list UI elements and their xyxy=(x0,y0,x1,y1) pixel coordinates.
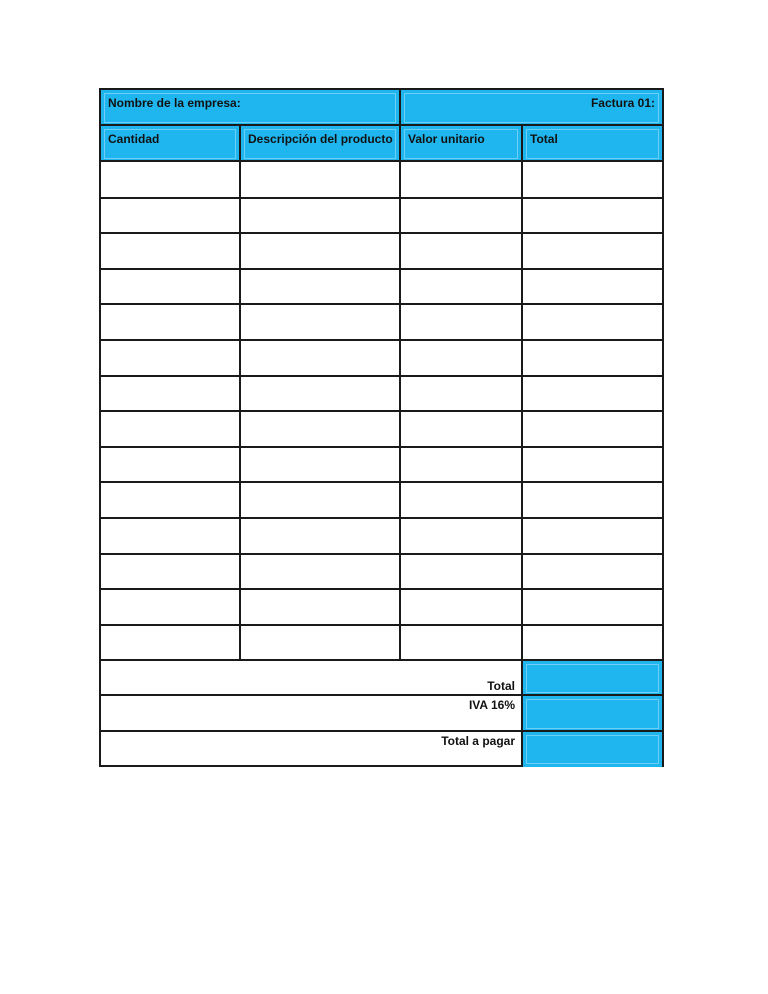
summary-total-value[interactable] xyxy=(523,661,662,696)
col-header-cantidad xyxy=(101,126,239,162)
table-row xyxy=(101,376,662,412)
company-name-label: Nombre de la empresa: xyxy=(108,96,241,110)
table-cell[interactable] xyxy=(523,269,662,305)
table-cell[interactable] xyxy=(401,233,521,269)
table-row xyxy=(101,233,662,269)
table-cell[interactable] xyxy=(101,589,239,625)
table-cell[interactable] xyxy=(241,518,399,554)
grid-vline xyxy=(521,126,523,765)
table-cell[interactable] xyxy=(101,340,239,376)
table-cell[interactable] xyxy=(401,625,521,661)
table-cell[interactable] xyxy=(101,304,239,340)
column-header-row xyxy=(101,126,662,162)
grid-hline xyxy=(101,730,662,732)
table-cell[interactable] xyxy=(101,625,239,661)
table-row xyxy=(101,447,662,483)
table-cell[interactable] xyxy=(523,482,662,518)
table-cell[interactable] xyxy=(241,198,399,234)
invoice-number-label: Factura 01: xyxy=(590,96,655,110)
table-cell[interactable] xyxy=(241,269,399,305)
grid-hline xyxy=(101,659,662,661)
summary-total-pay-label: Total a pagar xyxy=(441,734,515,748)
table-cell[interactable] xyxy=(101,162,239,198)
table-row xyxy=(101,589,662,625)
table-cell[interactable] xyxy=(101,482,239,518)
table-cell[interactable] xyxy=(523,447,662,483)
grid-hline xyxy=(101,197,662,199)
summary-iva-row xyxy=(101,696,662,732)
summary-total-pay-row xyxy=(101,732,662,767)
table-cell[interactable] xyxy=(241,447,399,483)
summary-total-label-cell xyxy=(101,661,521,696)
table-cell[interactable] xyxy=(401,198,521,234)
table-cell[interactable] xyxy=(241,304,399,340)
table-cell[interactable] xyxy=(241,554,399,590)
table-cell[interactable] xyxy=(101,518,239,554)
table-row xyxy=(101,625,662,661)
summary-iva-label-cell xyxy=(101,696,521,732)
summary-total-label: Total xyxy=(487,679,515,693)
col-header-label: Total xyxy=(530,132,558,146)
table-cell[interactable] xyxy=(401,269,521,305)
table-row xyxy=(101,162,662,198)
table-cell[interactable] xyxy=(401,340,521,376)
grid-hline xyxy=(101,588,662,590)
table-cell[interactable] xyxy=(241,233,399,269)
table-cell[interactable] xyxy=(241,411,399,447)
summary-total-pay-label-cell xyxy=(101,732,521,767)
table-cell[interactable] xyxy=(523,162,662,198)
table-cell[interactable] xyxy=(101,198,239,234)
summary-iva-value[interactable] xyxy=(523,696,662,732)
table-row xyxy=(101,269,662,305)
table-cell[interactable] xyxy=(401,162,521,198)
summary-total-pay-value[interactable] xyxy=(523,732,662,767)
table-cell[interactable] xyxy=(101,411,239,447)
table-cell[interactable] xyxy=(401,518,521,554)
table-cell[interactable] xyxy=(523,518,662,554)
grid-hline xyxy=(101,624,662,626)
table-cell[interactable] xyxy=(101,233,239,269)
grid-hline xyxy=(101,375,662,377)
table-row xyxy=(101,411,662,447)
table-cell[interactable] xyxy=(523,554,662,590)
grid-vline xyxy=(239,126,241,660)
grid-hline xyxy=(101,303,662,305)
table-cell[interactable] xyxy=(523,198,662,234)
table-cell[interactable] xyxy=(523,411,662,447)
table-cell[interactable] xyxy=(401,482,521,518)
grid-hline xyxy=(101,553,662,555)
table-row xyxy=(101,340,662,376)
table-cell[interactable] xyxy=(523,233,662,269)
col-header-label: Descripción del producto xyxy=(248,132,393,146)
col-header-label: Valor unitario xyxy=(408,132,485,146)
grid-hline xyxy=(101,694,662,696)
grid-hline xyxy=(101,232,662,234)
table-row xyxy=(101,518,662,554)
table-cell[interactable] xyxy=(101,376,239,412)
table-cell[interactable] xyxy=(101,447,239,483)
grid-hline xyxy=(101,268,662,270)
table-row xyxy=(101,198,662,234)
table-cell[interactable] xyxy=(401,376,521,412)
invoice-title-row xyxy=(101,90,662,126)
col-header-label: Cantidad xyxy=(108,132,160,146)
table-cell[interactable] xyxy=(101,554,239,590)
table-cell[interactable] xyxy=(101,269,239,305)
table-row xyxy=(101,554,662,590)
table-cell[interactable] xyxy=(241,625,399,661)
table-cell[interactable] xyxy=(523,589,662,625)
grid-hline xyxy=(101,446,662,448)
summary-total-row xyxy=(101,661,662,696)
grid-vline xyxy=(399,126,401,660)
grid-hline xyxy=(101,160,662,162)
grid-hline xyxy=(101,517,662,519)
table-cell[interactable] xyxy=(241,376,399,412)
col-header-valor-unitario xyxy=(401,126,521,162)
col-header-total xyxy=(523,126,662,162)
table-row xyxy=(101,482,662,518)
table-cell[interactable] xyxy=(241,340,399,376)
table-cell[interactable] xyxy=(401,447,521,483)
invoice-number-cell[interactable] xyxy=(401,90,662,126)
col-header-descripcion xyxy=(241,126,399,162)
summary-iva-label: IVA 16% xyxy=(468,698,515,712)
table-cell[interactable] xyxy=(241,162,399,198)
company-name-cell[interactable] xyxy=(101,90,399,126)
table-row xyxy=(101,304,662,340)
table-cell[interactable] xyxy=(401,304,521,340)
table-cell[interactable] xyxy=(401,589,521,625)
table-cell[interactable] xyxy=(241,589,399,625)
table-cell[interactable] xyxy=(401,411,521,447)
table-cell[interactable] xyxy=(401,554,521,590)
invoice-table xyxy=(99,88,664,767)
table-cell[interactable] xyxy=(523,625,662,661)
grid-hline xyxy=(101,339,662,341)
table-cell[interactable] xyxy=(523,340,662,376)
grid-hline xyxy=(101,410,662,412)
table-cell[interactable] xyxy=(523,304,662,340)
table-cell[interactable] xyxy=(241,482,399,518)
grid-hline xyxy=(101,481,662,483)
table-cell[interactable] xyxy=(523,376,662,412)
